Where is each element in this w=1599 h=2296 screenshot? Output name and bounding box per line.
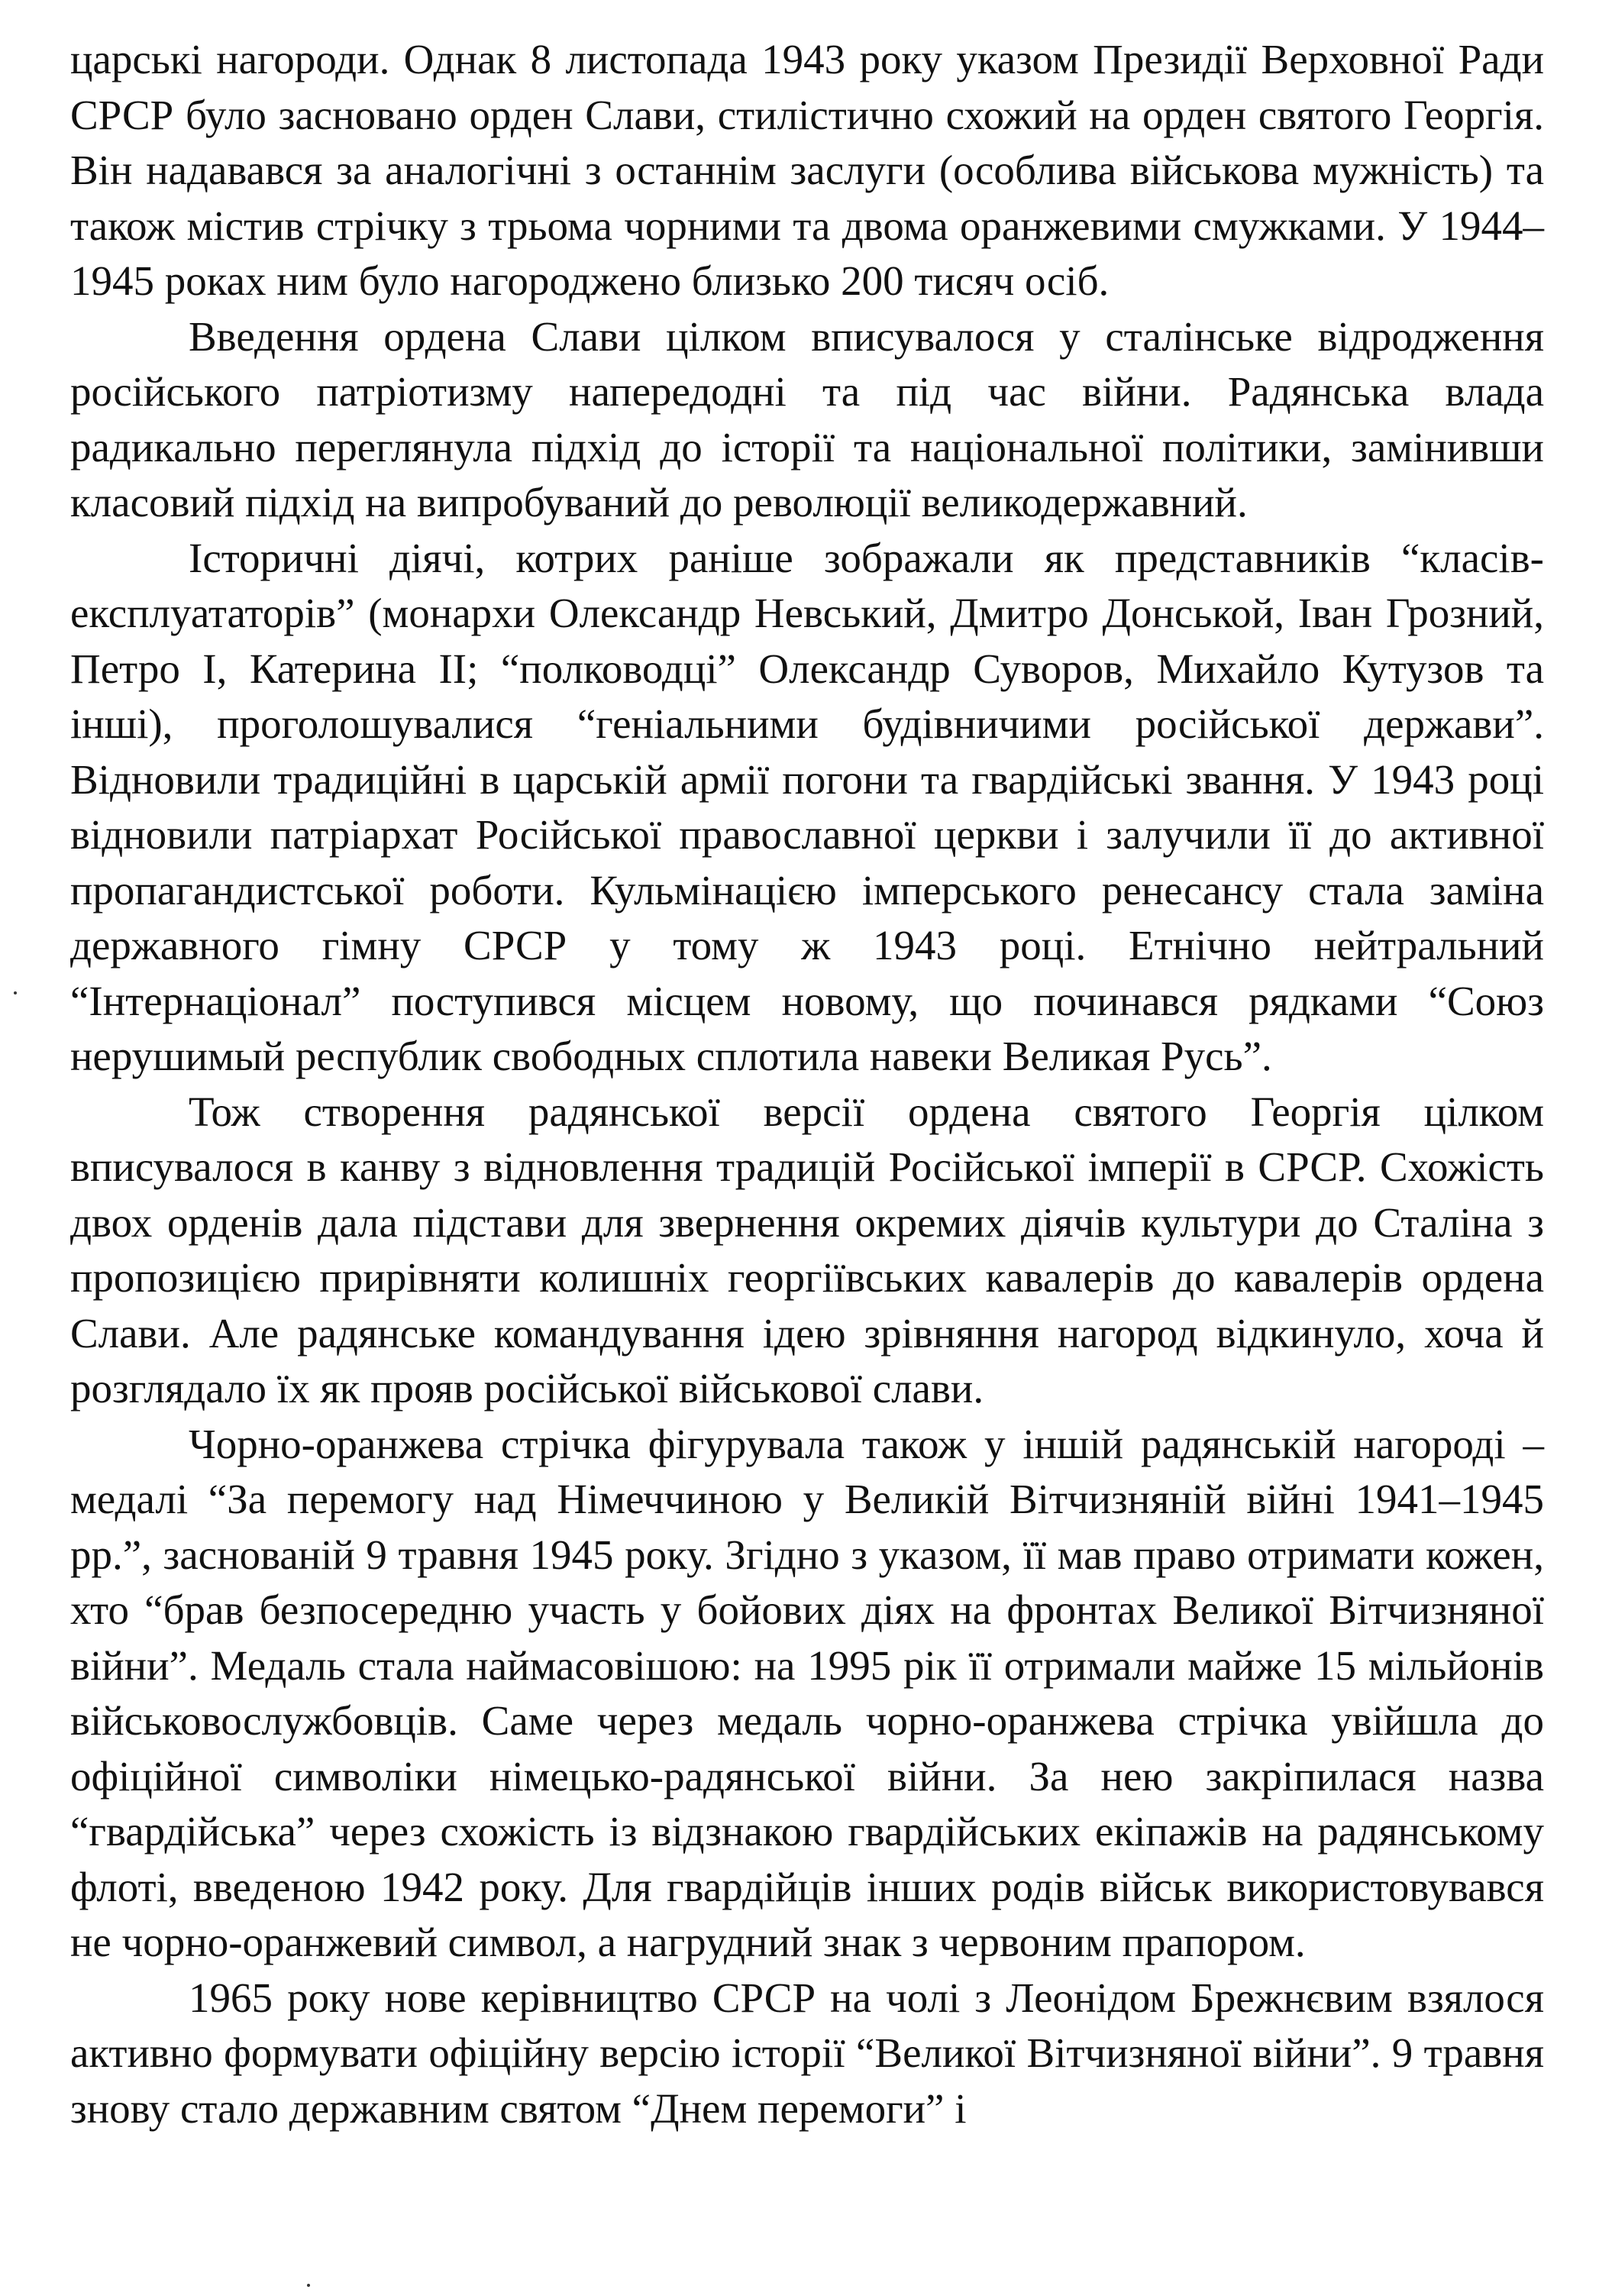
document-body bbox=[70, 32, 1544, 2136]
paragraph-1: царські нагороди. Однак 8 листопада 1943 року указом Президії Верховної Ради СРСР було засновано орден Слави, стилістично схожий на орден святого Георгія. Він надавався за аналогічні з останнім заслуги (особлива військова мужність) та також містив стрічку з трьома чорними та двома оранжевими смужками. У 1944–1945 роках ним було нагороджено близько 200 тисяч осіб. bbox=[70, 36, 1544, 304]
paragraph-5: Чорно-оранжева стрічка фігурувала також у іншій радянській нагороді – медалі “За перемогу над Німеччиною у Великій Вітчизняній війні 1941–1945 рр.”, заснованій 9 травня 1945 року. Згідно з указом, її мав право отримати кожен, хто “брав безпосередню участь у бойових діях на фронтах Великої Вітчизняної війни”. Медаль стала наймасовішою: на 1995 рік її отримали майже 15 мільйонів військовослужбовців. Саме через медаль чорно-оранжева стрічка увійшла до офіційної символіки німецько-радянської війни. За нею закріпилася назва “гвардійська” через схожість із відзнакою гвардійських екіпажів на радянському флоті, введеною 1942 року. Для гвардійців інших родів військ використовувався не чорно-оранжевий символ, а нагрудний знак з червоним прапором. bbox=[70, 1420, 1544, 1965]
paragraph-3: Історичні діячі, котрих раніше зображали як представників “класів-експлуататорів” (монархи Олександр Невський, Дмитро Донськой, Іван Грозний, Петро І, Катерина ІІ; “полководці” Олександр Суворов, Михайло Кутузов та інші), проголошувалися “геніальними будівничими російської держави”. Відновили традиційні в царській армії погони та гвардійські звання. У 1943 році відновили патріархат Російської православної церкви і залучили її до активної пропагандистської роботи. Кульмінацією імперського ренесансу стала заміна державного гімну СРСР у тому ж 1943 році. Етнічно нейтральний “Інтернаціонал” поступився місцем новому, що починався рядками “Союз нерушимый республик свободных сплотила навеки Великая Русь”. bbox=[70, 534, 1544, 1079]
paragraph-6: 1965 року нове керівництво СРСР на чолі з Леонідом Брежнєвим взялося активно формувати офіційну версію історії “Великої Вітчизняної війни”. 9 травня знову стало державним святом “Днем перемоги” і bbox=[70, 1974, 1544, 2132]
paragraph-2: Введення ордена Слави цілком вписувалося у сталінське відродження російського патріотизму напередодні та під час війни. Радянська влада радикально переглянула підхід до історії та національної політики, замінивши класовий підхід на випробуваний до революції великодержавний. bbox=[70, 312, 1544, 525]
paragraph-4: Тож створення радянської версії ордена святого Георгія цілком вписувалося в канву з відновлення традицій Російської імперії в СРСР. Схожість двох орденів дала підстави для звернення окремих діячів культури до Сталіна з пропозицією прирівняти колишніх георгіївських кавалерів до кавалерів ордена Слави. Але радянське командування ідею зрівняння нагород відкинуло, хоча й розглядало їх як прояв російської військової слави. bbox=[70, 1088, 1544, 1412]
scan-speck bbox=[307, 2284, 310, 2287]
scan-speck bbox=[14, 991, 17, 994]
